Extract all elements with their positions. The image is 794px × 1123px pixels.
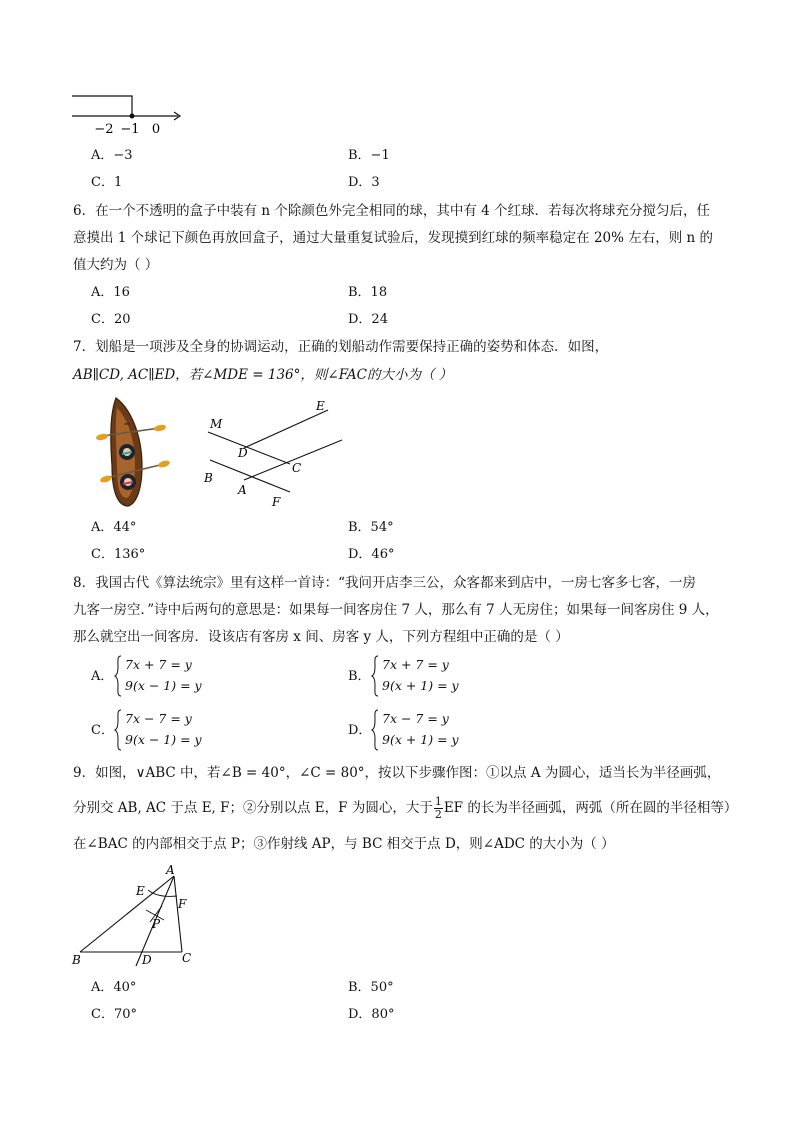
svg-text:B: B [72,953,81,967]
solid-point [130,114,135,119]
q6-option-d[interactable]: D．24 [348,312,388,327]
q8-stem-line2: 九客一房空．”诗中后两句的意思是：如果每一间客房住 7 人，那么有 7 人无房住；如果每一间客房住 9 人， [73,602,719,618]
q8-option-b-label[interactable]: B． [348,669,371,684]
q6-stem-line2: 意摸出 1 个球记下颜色再放回盒子，通过大量重复试验后，发现摸到红球的频率稳定在 20% 左右，则 n 的 [73,230,714,246]
svg-text:E: E [136,884,145,898]
brace-icon [371,709,379,751]
q8-option-d-system: 7x − 7 = y 9(x + 1) = y [382,711,459,747]
q6-option-a[interactable]: A．16 [91,285,130,300]
q9-stem-line1: 9．如图，∨ABC 中，若∠B = 40°，∠C = 80°，按以下步骤作图：①以点 A 为圆心，适当长为半径画弧， [73,765,721,781]
q7-stem-line1: 7．划船是一项涉及全身的协调运动，正确的划船动作需要保持正确的姿势和体态．如图， [73,339,609,355]
q9-stem-line2: 分别交 AB, AC 于点 E, F；②分别以点 E，F 为圆心，大于 $\frac{1}{2}$ EF 的长为半径画弧，两弧（所在圆的半径相等） [73,795,738,821]
q8-option-d-label[interactable]: D． [348,723,372,738]
brace-icon [114,709,122,751]
q7-option-a[interactable]: A．44° [91,520,137,535]
q9-stem-line3: 在∠BAC 的内部相交于点 P；③作射线 AP，与 BC 相交于点 D，则∠ADC 的大小为（ ） [73,836,615,852]
fraction-one-half: $\frac{1}{2}$ [434,795,442,821]
svg-text:B: B [204,471,213,485]
q8-option-c-label[interactable]: C． [91,723,114,738]
triangle-figure [70,862,200,970]
q6-stem-line1: 6．在一个不透明的盒子中装有 n 个除颜色外完全相同的球，其中有 4 个红球．若每次将球充分搅匀后，任 [73,203,711,219]
q9-option-a[interactable]: A．40° [91,980,137,995]
number-line-figure [70,90,190,140]
svg-text:D: D [142,953,152,967]
q7-option-b[interactable]: B．54° [348,520,394,535]
q8-stem-line3: 那么就空出一间客房．设该店有客房 x 间、房客 y 人，下列方程组中正确的是（ ） [73,629,569,645]
q5-option-d[interactable]: D．3 [348,175,380,190]
q7-option-c[interactable]: C．136° [91,547,146,562]
q6-option-b[interactable]: B．18 [348,285,388,300]
q8-option-c-system: 7x − 7 = y 9(x − 1) = y [125,711,202,747]
q9-option-b[interactable]: B．50° [348,980,394,995]
brace-icon [114,655,122,697]
svg-text:A: A [238,483,247,497]
q5-option-c[interactable]: C．1 [91,175,123,190]
parallel-lines-figure [200,396,350,511]
tick-label: −1 [120,122,140,137]
q7-option-d[interactable]: D．46° [348,547,395,562]
q6-stem-line3: 值大约为（ ） [73,257,159,273]
svg-text:P: P [152,917,161,931]
q8-option-a-system: 7x + 7 = y 9(x − 1) = y [125,657,202,693]
svg-text:M: M [210,417,223,431]
line-ab-cd [208,432,290,464]
q7-stem-line2: AB∥CD, AC∥ED，若∠MDE = 136°，则∠FAC的大小为（ ） [73,367,453,383]
svg-text:F: F [272,495,281,509]
svg-text:C: C [292,461,302,475]
rowing-boat-illustration [96,394,176,510]
svg-text:D: D [238,446,248,460]
q8-stem-line1: 8．我国古代《算法统宗》里有这样一首诗：“我问开店李三公，众客都来到店中，一房七客多七客，一房 [73,575,696,591]
tick-label: −2 [94,122,114,137]
q9-option-d[interactable]: D．80° [348,1007,395,1022]
q8-option-a-label[interactable]: A． [91,669,114,684]
svg-text:F: F [178,897,187,911]
svg-text:C: C [182,951,192,965]
q8-option-b-system: 7x + 7 = y 9(x + 1) = y [382,657,459,693]
q5-option-b[interactable]: B．−1 [348,148,390,163]
q5-option-a[interactable]: A．−3 [91,148,133,163]
tick-label: 0 [151,122,161,137]
q6-option-c[interactable]: C．20 [91,312,131,327]
q9-option-c[interactable]: C．70° [91,1007,137,1022]
solution-bracket [72,96,132,116]
brace-icon [371,655,379,697]
svg-text:E: E [316,399,325,413]
svg-text:A: A [166,863,175,877]
